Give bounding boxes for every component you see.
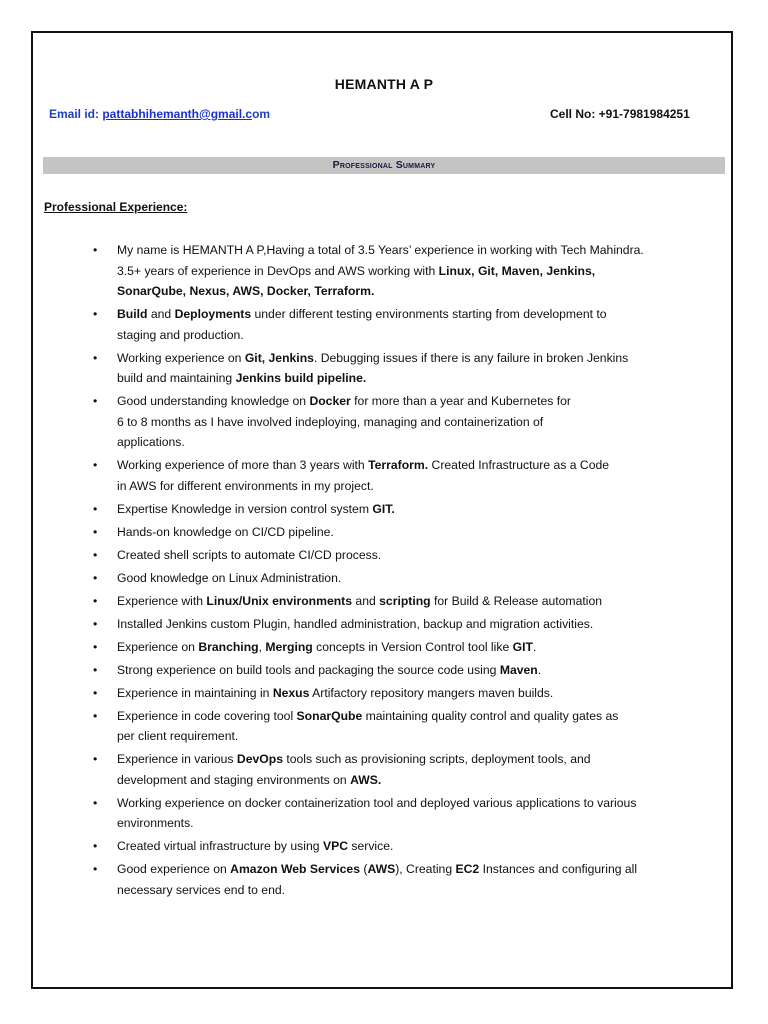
text: in AWS for different environments in my project. — [117, 478, 374, 493]
text: Strong experience on build tools and packaging the source code using — [117, 662, 500, 677]
text: Created shell scripts to automate CI/CD process. — [117, 547, 382, 562]
text: , — [258, 639, 266, 654]
text: build and maintaining — [117, 371, 236, 385]
bold-text: DevOps — [236, 752, 283, 766]
bullet-icon: • — [93, 524, 98, 539]
text: Experience with — [117, 593, 207, 608]
text: Hands-on knowledge on CI/CD pipeline. — [117, 524, 334, 539]
text: for Build & Release automation — [430, 593, 603, 608]
text: Expertise Knowledge in version control system — [117, 501, 373, 516]
bold-text: AWS. — [350, 772, 382, 787]
list-item — [0, 614, 717, 635]
list-item — [0, 683, 717, 704]
text: Instances and configuring all — [479, 862, 638, 876]
list-item — [0, 568, 717, 589]
bold-text: AWS — [367, 862, 396, 876]
bullet-icon: • — [93, 350, 98, 365]
email-label: Email id: — [49, 107, 103, 121]
professional-experience-heading: Professional Experience: — [44, 200, 188, 214]
text: Experience in various — [117, 752, 237, 766]
cell-number: Cell No: +91-7981984251 — [550, 107, 690, 121]
text: Created virtual infrastructure by using — [117, 839, 323, 853]
bold-text: SonarQube — [296, 708, 363, 723]
list-item — [0, 348, 717, 389]
text: Experience in maintaining in — [117, 685, 273, 700]
list-item — [0, 455, 717, 496]
bullet-icon: • — [93, 708, 98, 723]
bullet-icon: • — [93, 795, 98, 810]
bold-text: Build — [117, 307, 148, 321]
bold-text: scripting — [379, 593, 431, 608]
text: Working experience on — [117, 350, 245, 365]
list-item — [0, 499, 717, 520]
text: 3.5+ years of experience in DevOps and AWS working with — [117, 263, 439, 278]
text: concepts in Version Control tool like — [312, 639, 513, 654]
text: ( — [359, 862, 368, 876]
text: development and staging environments on — [117, 772, 351, 787]
bullet-icon: • — [93, 685, 98, 700]
text: Good experience on — [117, 862, 231, 876]
bold-text: Docker — [309, 394, 351, 408]
list-item — [0, 240, 717, 302]
text: for more than a year and Kubernetes for — [350, 394, 571, 408]
bullet-icon: • — [93, 570, 98, 585]
bold-text: Branching — [198, 639, 259, 654]
list-item — [0, 749, 717, 790]
text: staging and production. — [117, 327, 244, 342]
text: . Debugging issues if there is any failure in broken Jenkins — [313, 350, 629, 365]
bold-text: VPC — [322, 839, 348, 853]
text: and — [147, 307, 175, 321]
list-item — [0, 706, 717, 747]
section-header-professional-summary: Professional Summary — [43, 157, 725, 174]
text: Artifactory repository mangers maven builds. — [309, 685, 554, 700]
text: Installed Jenkins custom Plugin, handled administration, backup and migration activities. — [117, 616, 594, 631]
list-item — [0, 545, 717, 566]
list-item — [0, 793, 717, 834]
text: Working experience on docker containerization tool and deployed various applications to various — [117, 795, 637, 810]
bold-text: Linux, Git, Maven, Jenkins, — [438, 263, 596, 278]
bullet-icon: • — [93, 616, 98, 631]
text: . — [532, 639, 537, 654]
bold-text: GIT. — [372, 501, 395, 516]
bullet-icon: • — [93, 243, 98, 257]
text: necessary services end to end. — [117, 882, 286, 897]
text: tools such as provisioning scripts, deployment tools, and — [282, 752, 591, 766]
text: maintaining quality control and quality gates as — [362, 708, 619, 723]
list-item — [0, 522, 717, 543]
bold-text: Amazon Web Services — [230, 862, 360, 876]
bullet-icon: • — [93, 394, 98, 408]
bold-text: Git, Jenkins — [244, 350, 314, 365]
text: 6 to 8 months as I have involved indeploying, managing and containerization of — [117, 414, 544, 429]
bold-text: GIT — [512, 639, 533, 654]
list-item — [0, 304, 717, 345]
bullet-icon: • — [93, 862, 98, 876]
text: . — [537, 662, 542, 677]
text: ), Creating — [395, 862, 456, 876]
text: per client requirement. — [117, 729, 239, 743]
bullet-icon: • — [93, 458, 98, 472]
bold-text: Linux/Unix environments — [206, 593, 353, 608]
text: Experience in code covering tool — [117, 708, 297, 723]
list-item — [0, 859, 717, 900]
bullet-icon: • — [93, 639, 98, 654]
bold-text: Nexus — [272, 685, 310, 700]
text: Working experience of more than 3 years with — [117, 458, 369, 472]
text: service. — [348, 839, 394, 853]
bullet-icon: • — [93, 662, 98, 677]
experience-list — [0, 240, 768, 903]
bullet-icon: • — [93, 501, 98, 516]
text: Good knowledge on Linux Administration. — [117, 570, 342, 585]
email-tail: om — [252, 107, 271, 121]
bold-text: Maven — [499, 662, 538, 677]
list-item — [0, 637, 717, 658]
bullet-icon: • — [93, 839, 98, 853]
text: applications. — [117, 435, 185, 449]
text: My name is HEMANTH A P,Having a total of 3.5 Years’ experience in working with Tech Mahindra. — [117, 243, 644, 257]
list-item — [0, 591, 717, 612]
bold-text: Merging — [265, 639, 313, 654]
bold-text: EC2 — [455, 862, 480, 876]
list-item — [0, 660, 717, 681]
text: Good understanding knowledge on — [117, 394, 310, 408]
email-link[interactable]: pattabhihemanth@gmail.c — [102, 107, 253, 121]
bullet-icon: • — [93, 752, 98, 766]
text: under different testing environments starting from development to — [251, 307, 607, 321]
bullet-icon: • — [93, 307, 98, 321]
bold-text: SonarQube, Nexus, AWS, Docker, Terraform. — [117, 284, 375, 298]
bullet-icon: • — [93, 593, 98, 608]
text: and — [352, 593, 380, 608]
email-line — [49, 107, 270, 121]
bullet-icon: • — [93, 547, 98, 562]
bold-text: Jenkins build pipeline. — [235, 371, 367, 385]
list-item — [0, 836, 717, 857]
text: Experience on — [117, 639, 199, 654]
bold-text: Terraform. — [368, 458, 429, 472]
text: Created Infrastructure as a Code — [428, 458, 610, 472]
text: environments. — [117, 816, 194, 830]
bold-text: Deployments — [174, 307, 252, 321]
list-item — [0, 391, 717, 453]
candidate-name: HEMANTH A P — [334, 76, 434, 92]
